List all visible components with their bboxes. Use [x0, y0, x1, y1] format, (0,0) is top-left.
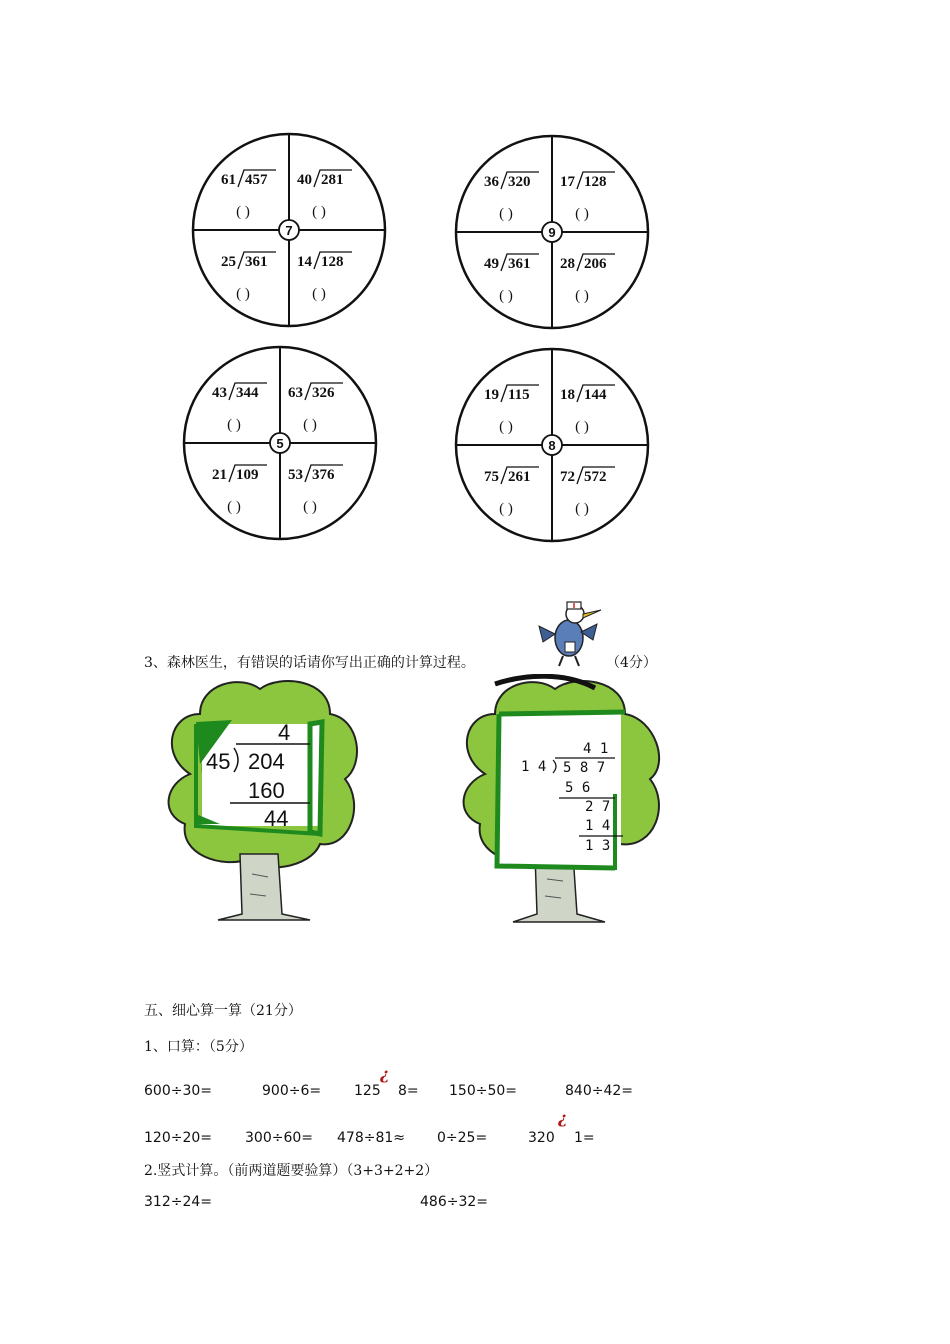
- answer-blank[interactable]: ( ): [575, 501, 589, 517]
- oral-item-5: 840÷42=: [565, 1083, 633, 1099]
- wheel-dividend: 320: [508, 174, 531, 190]
- wheel-dividend: 115: [508, 387, 530, 403]
- wheel-dividend: 144: [584, 387, 607, 403]
- vertical-problem-2: 486÷32=: [420, 1194, 488, 1210]
- wheel-dividend: 281: [321, 172, 344, 188]
- answer-blank[interactable]: ( ): [499, 288, 513, 304]
- tree-left: [160, 674, 370, 938]
- section5-title: 五、细心算一算（21分）: [144, 1003, 302, 1019]
- oral-item-3b: 8=: [398, 1083, 419, 1099]
- tree2-step2: 2 7: [585, 799, 611, 815]
- wheel-divisor: 40: [297, 172, 312, 188]
- answer-blank[interactable]: ( ): [575, 288, 589, 304]
- wheel-divisor: 53: [288, 467, 303, 483]
- tree2-remainder: 1 3: [585, 838, 611, 854]
- oral-item-9: 0÷25=: [437, 1130, 488, 1146]
- tree2-quotient: 4 1: [583, 741, 609, 757]
- oral-item-2: 900÷6=: [262, 1083, 322, 1099]
- wheel-dividend: 206: [584, 256, 607, 272]
- wheel-dividend: 128: [321, 254, 344, 270]
- oral-item-6: 120÷20=: [144, 1130, 212, 1146]
- vertical-problem-1: 312÷24=: [144, 1194, 212, 1210]
- wheel-dividend: 109: [236, 467, 259, 483]
- tree1-quotient: 4: [278, 720, 291, 745]
- wheel-divisor: 14: [297, 254, 312, 270]
- tree2-divisor: 1 4: [521, 759, 547, 775]
- answer-blank[interactable]: ( ): [499, 206, 513, 222]
- answer-blank[interactable]: ( ): [312, 286, 326, 302]
- answer-blank[interactable]: ( ): [575, 419, 589, 435]
- answer-blank[interactable]: ( ): [236, 286, 250, 302]
- wheel-dividend: 376: [312, 467, 335, 483]
- oral-item-4: 150÷50=: [449, 1083, 517, 1099]
- oral-item-3a: 125: [354, 1083, 381, 1099]
- wheel-divisor: 21: [212, 467, 227, 483]
- oral-item-10b: 1=: [574, 1130, 595, 1146]
- tree1-dividend: 204: [248, 749, 285, 774]
- answer-blank[interactable]: ( ): [499, 419, 513, 435]
- tree2-dividend: 5 8 7: [563, 760, 606, 776]
- wheel-divisor: 61: [221, 172, 236, 188]
- wheel-divisor: 63: [288, 385, 303, 401]
- wheel-center-number: 5: [276, 436, 284, 451]
- wheel-center-number: 8: [548, 438, 556, 453]
- wheel-dividend: 344: [236, 385, 259, 401]
- division-wheel-7: [193, 134, 385, 326]
- answer-blank[interactable]: ( ): [499, 501, 513, 517]
- wheel-divisor: 17: [560, 174, 575, 190]
- oral-item-1: 600÷30=: [144, 1083, 212, 1099]
- answer-blank[interactable]: ( ): [227, 417, 241, 433]
- wheel-divisor: 75: [484, 469, 499, 485]
- wheel-divisor: 25: [221, 254, 236, 270]
- tree-right: [455, 674, 670, 938]
- vertical-title: 2.竖式计算。（前两道题要验算）（3+3+2+2）: [144, 1163, 439, 1179]
- wheel-divisor: 43: [212, 385, 227, 401]
- oral-item-8: 478÷81≈: [337, 1130, 405, 1146]
- wheel-dividend: 361: [245, 254, 268, 270]
- division-wheel-9: [456, 136, 648, 328]
- oral-title: 1、口算：（5分）: [144, 1039, 253, 1055]
- answer-blank[interactable]: ( ): [575, 206, 589, 222]
- oral-item-7: 300÷60=: [245, 1130, 313, 1146]
- division-wheel-8: [456, 349, 648, 541]
- wheel-divisor: 19: [484, 387, 499, 403]
- wheel-dividend: 572: [584, 469, 607, 485]
- wheel-center-number: 7: [285, 223, 293, 238]
- wheel-divisor: 72: [560, 469, 575, 485]
- answer-blank[interactable]: ( ): [236, 204, 250, 220]
- tree1-divisor: 45: [206, 749, 231, 774]
- woodpecker-doctor-icon: [535, 596, 605, 668]
- answer-blank[interactable]: ( ): [303, 499, 317, 515]
- wheels-figure: [0, 0, 950, 560]
- wheel-dividend: 457: [245, 172, 268, 188]
- answer-blank[interactable]: ( ): [312, 204, 326, 220]
- answer-blank[interactable]: ( ): [303, 417, 317, 433]
- wheel-center-number: 9: [548, 225, 556, 240]
- unknown-glyph-1: ¿: [380, 1064, 390, 1083]
- wheel-dividend: 128: [584, 174, 607, 190]
- wheel-divisor: 36: [484, 174, 499, 190]
- tree1-product: 160: [248, 778, 285, 803]
- wheel-dividend: 361: [508, 256, 531, 272]
- q3-label: 3、森林医生，有错误的话请你写出正确的计算过程。: [144, 655, 475, 671]
- wheel-divisor: 28: [560, 256, 575, 272]
- tree2-step1: 5 6: [565, 780, 591, 796]
- tree1-remainder: 44: [264, 806, 289, 831]
- division-wheel-5: [184, 347, 376, 539]
- wheel-divisor: 18: [560, 387, 575, 403]
- q3-text: [144, 652, 475, 672]
- q3-score: （4分）: [606, 655, 657, 671]
- oral-item-10a: 320: [528, 1130, 555, 1146]
- wheel-divisor: 49: [484, 256, 499, 272]
- wheel-dividend: 326: [312, 385, 335, 401]
- wheel-dividend: 261: [508, 469, 531, 485]
- tree2-step3: 1 4: [585, 818, 611, 834]
- unknown-glyph-2: ¿: [558, 1108, 568, 1127]
- answer-blank[interactable]: ( ): [227, 499, 241, 515]
